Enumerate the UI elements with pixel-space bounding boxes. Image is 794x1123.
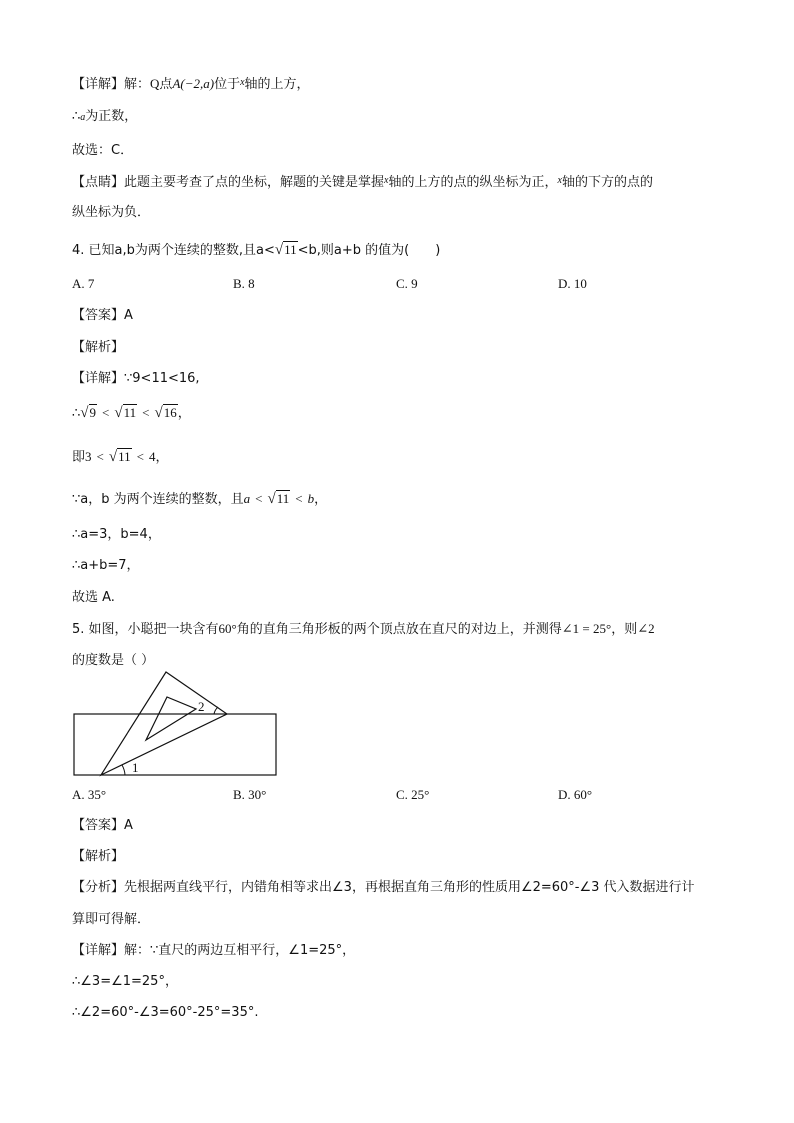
q4-detail-6: ∴a+b=7， — [72, 558, 140, 573]
q3-choice-line: 故选：C． — [72, 143, 134, 158]
angle-1-label: 1 — [132, 760, 139, 775]
q5-option-b: B. 30° — [233, 787, 267, 802]
q5-stem-line-1: 5. 如图，小聪把一块含有60°角的直角三角形板的两个顶点放在直尺的对边上，并测得∠1 = 25°，则∠2 — [72, 621, 655, 637]
q4-detail-7: 故选 A. — [72, 590, 115, 605]
ruler-triangle-figure — [70, 670, 285, 782]
q4-detail-1: 【详解】∵9<11<16, — [72, 371, 200, 386]
q5-fenxi-line-1: 【分析】先根据两直线平行，内错角相等求出∠3，再根据直角三角形的性质用∠2=60°-∠3 代入数据进行计 — [72, 880, 695, 895]
q5-fenxi-line-2: 算即可得解． — [72, 912, 151, 927]
q5-detail-3: ∴∠2=60°-∠3=60°-25°=35°. — [72, 1005, 259, 1020]
q5-answer: 【答案】A — [72, 818, 133, 833]
q5-stem-line-2: 的度数是（ ） — [72, 653, 155, 668]
angle-1-arc — [122, 765, 125, 775]
q3-conclusion-line: ∴a为正数， — [72, 109, 138, 124]
q4-stem: 4. 已知a,b为两个连续的整数,且a<√11<b,则a+b 的值为( ) — [72, 242, 441, 258]
angle-2-label: 2 — [198, 699, 205, 714]
q4-analysis-tag: 【解析】 — [72, 340, 125, 355]
q5-analysis-tag: 【解析】 — [72, 849, 125, 864]
comment-tag: 【点睛】 — [72, 175, 125, 190]
q4-detail-4: ∵a，b 为两个连续的整数，且a < √11 < b， — [72, 491, 328, 507]
q5-option-d: D. 60° — [558, 787, 593, 802]
q3-comment-line-2: 纵坐标为负． — [72, 205, 151, 220]
point-a-coord: A(−2,a) — [172, 76, 215, 91]
q5-option-a: A. 35° — [72, 787, 107, 802]
triangle-inner — [146, 697, 196, 740]
q3-detail-line: 【详解】解：Q点A(−2,a)位于$^x$轴的上方， — [72, 76, 310, 92]
q4-option-b: B. 8 — [233, 276, 255, 291]
q4-option-d: D. 10 — [558, 276, 587, 291]
q5-option-c: C. 25° — [396, 787, 430, 802]
q5-detail-1: 【详解】解：∵直尺的两边互相平行，∠1=25°， — [72, 943, 356, 958]
q4-answer: 【答案】A — [72, 308, 133, 323]
q5-detail-2: ∴∠3=∠1=25°， — [72, 974, 178, 989]
q4-detail-2: ∴√9 < √11 < √16， — [72, 405, 191, 421]
q4-option-a: A. 7 — [72, 276, 95, 291]
because-symbol: Q — [150, 76, 160, 91]
angle-2-arc — [214, 707, 218, 714]
ruler-rect — [74, 714, 276, 775]
q4-option-c: C. 9 — [396, 276, 418, 291]
q4-detail-3: 即3 < √11 < 4， — [72, 449, 169, 465]
detail-tag: 【详解】 — [72, 77, 125, 92]
triangle-outer — [101, 672, 227, 775]
q4-detail-5: ∴a=3，b=4， — [72, 527, 161, 542]
sqrt-11: √11 — [274, 242, 297, 258]
q3-comment-line: 【点睛】此题主要考查了点的坐标，解题的关键是掌握$^x$轴的上方的点的纵坐标为正，$^x$轴的下方的点的 — [72, 175, 653, 190]
